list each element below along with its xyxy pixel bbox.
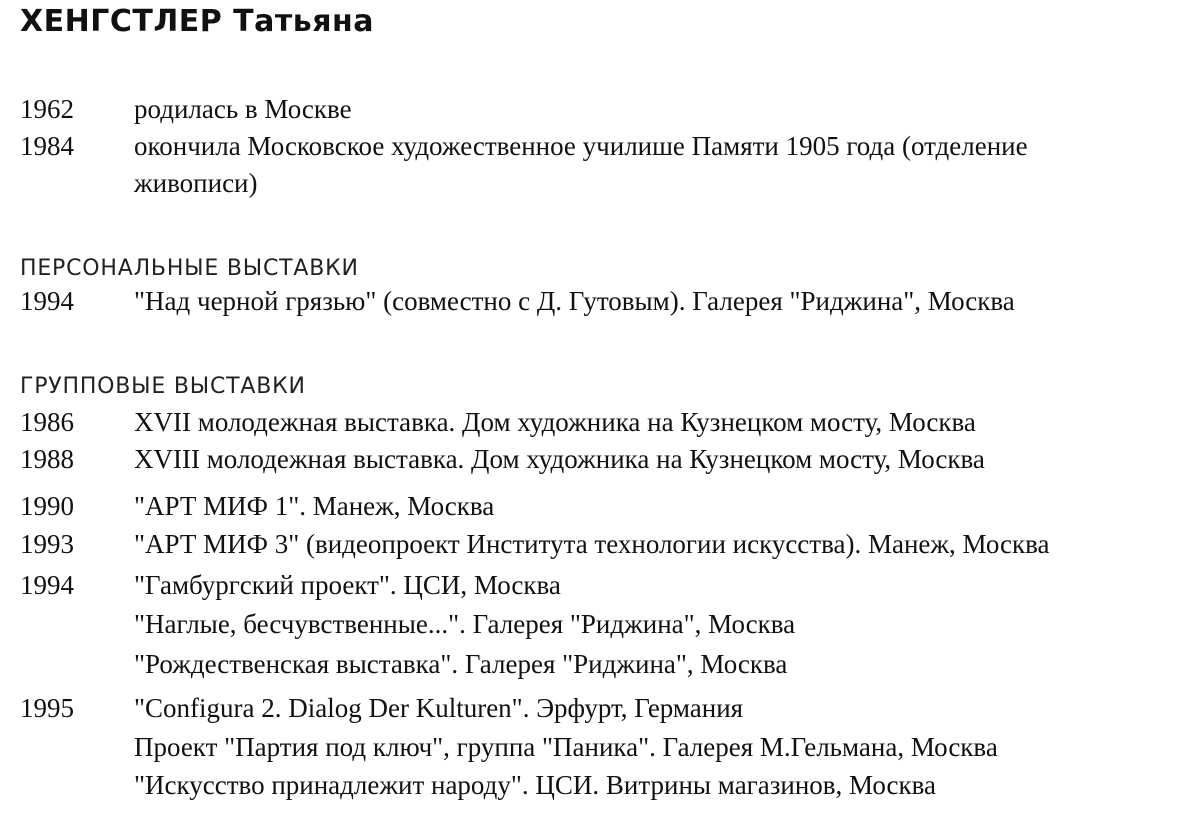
entry-text: "Над черной грязью" (совместно с Д. Гутовым). Галерея "Риджина", Москва [134, 286, 1015, 316]
exhibition-entry [20, 647, 787, 682]
entry-text: "Гамбургский проект". ЦСИ, Москва [134, 570, 561, 600]
entry-text: "АРТ МИФ 1". Манеж, Москва [134, 491, 495, 521]
bio-entry [20, 129, 1028, 164]
exhibition-entry [20, 405, 976, 440]
entry-text: "Искусство принадлежит народу". ЦСИ. Витрины магазинов, Москва [134, 770, 937, 800]
exhibition-entry [20, 568, 561, 603]
entry-text: XVII молодежная выставка. Дом художника на Кузнецком мосту, Москва [134, 407, 976, 437]
bio-entry [20, 92, 352, 127]
exhibition-entry [20, 730, 998, 765]
personal-exhibitions-heading: ПЕРСОНАЛЬНЫЕ ВЫСТАВКИ [20, 256, 359, 281]
exhibition-entry [20, 691, 743, 726]
group-exhibitions-heading: ГРУППОВЫЕ ВЫСТАВКИ [20, 374, 306, 399]
entry-text: "АРТ МИФ 3" (видеопроект Института технологии искусства). Манеж, Москва [134, 529, 1050, 559]
exhibition-entry [20, 442, 985, 477]
bio-entry-continuation: живописи) [134, 168, 258, 198]
entry-year: 1984 [20, 131, 74, 161]
entry-text: "Configura 2. Dialog Der Kulturen". Эрфурт, Германия [134, 693, 744, 723]
entry-text: окончила Московское художественное училише Памяти 1905 года (отделение [134, 131, 1028, 161]
entry-year: 1988 [20, 444, 74, 474]
exhibition-entry [20, 607, 795, 642]
entry-text: "Рождественская выставка". Галерея "Риджина", Москва [134, 649, 788, 679]
exhibition-entry [20, 284, 1015, 319]
exhibition-entry [20, 768, 936, 803]
entry-text: "Наглые, бесчувственные...". Галерея "Риджина", Москва [134, 609, 796, 639]
entry-year: 1995 [20, 693, 74, 723]
entry-text: XVIII молодежная выставка. Дом художника на Кузнецком мосту, Москва [134, 444, 985, 474]
entry-year: 1990 [20, 491, 74, 521]
entry-year: 1994 [20, 286, 74, 316]
exhibition-entry [20, 527, 1050, 562]
entry-text: родилась в Москве [134, 94, 352, 124]
entry-year: 1993 [20, 529, 74, 559]
entry-year: 1962 [20, 94, 74, 124]
entry-year: 1986 [20, 407, 74, 437]
entry-year: 1994 [20, 570, 74, 600]
artist-name: ХЕНГСТЛЕР Татьяна [20, 4, 374, 39]
entry-text: Проект "Партия под ключ", группа "Паника". Галерея М.Гельмана, Москва [134, 732, 998, 762]
exhibition-entry [20, 489, 494, 524]
